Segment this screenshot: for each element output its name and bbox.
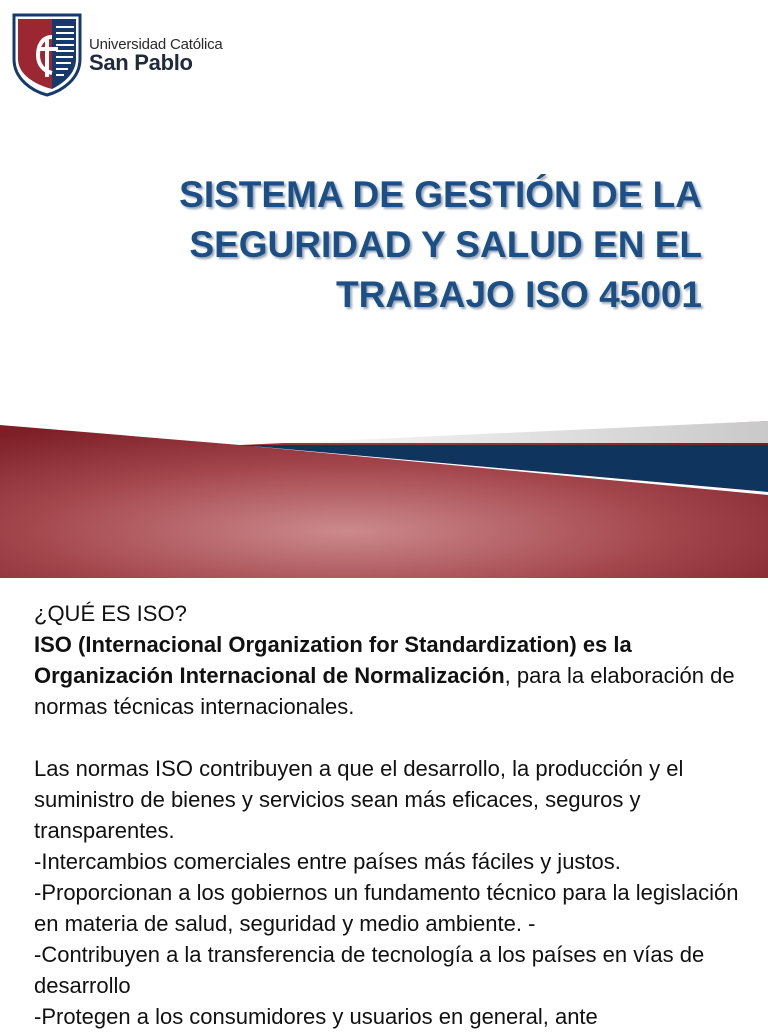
slide-title xyxy=(82,170,702,320)
decorative-band xyxy=(0,415,768,578)
slide-body xyxy=(34,598,762,1032)
iso-definition-bold: ISO (Internacional Organization for Standardization) es la Organización Internacional de Normalización xyxy=(34,632,632,688)
logo-campus-name: San Pablo xyxy=(89,50,193,75)
iso-benefits-paragraph: Las normas ISO contribuyen a que el desarrollo, la producción y el suministro de bienes y servicios sean más eficaces, seguros y transparentes. xyxy=(34,756,684,843)
bullet-item: -Intercambios comerciales entre países más fáciles y justos. xyxy=(34,849,621,874)
iso-definition xyxy=(34,629,762,722)
university-shield-icon xyxy=(12,13,82,97)
iso-definition-rest: , para la elaboración de normas técnicas internacionales. xyxy=(34,663,735,719)
paragraph-spacer xyxy=(34,722,762,753)
slide-title-line-3: TRABAJO ISO 45001 xyxy=(335,274,702,315)
question-heading: ¿QUÉ ES ISO? xyxy=(34,601,187,626)
bullet-item: -Contribuyen a la transferencia de tecnología a los países en vías de desarrollo xyxy=(34,942,705,998)
logo-university-name: Universidad Católica xyxy=(89,36,223,53)
slide-title-line-1: SISTEMA DE GESTIÓN DE LA xyxy=(179,174,702,215)
bullet-item: -Proporcionan a los gobiernos un fundamento técnico para la legislación en materia de salud, seguridad y medio ambiente. - xyxy=(34,880,739,936)
bullet-item: -Protegen a los consumidores y usuarios en general, ante xyxy=(34,1004,598,1029)
slide-title-line-2: SEGURIDAD Y SALUD EN EL xyxy=(189,224,702,265)
university-logo xyxy=(12,13,223,97)
